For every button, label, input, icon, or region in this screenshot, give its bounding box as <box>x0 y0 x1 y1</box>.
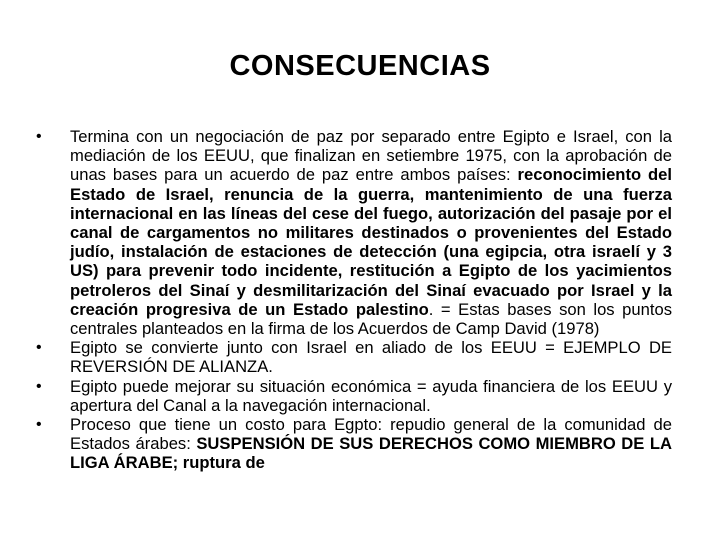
bullet-marker: • <box>36 416 42 434</box>
bullet-marker: • <box>36 339 42 357</box>
bullet-text-intro: Termina con un negociación de paz por separado entre Egipto e Israel, con la mediación de los EEUU, que finalizan en setiembre 1975, con la aprobación de unas bases para un acuerdo de paz entre ambos países: <box>70 127 672 185</box>
bullet-text-conclusion: . = Estas bases son los puntos centrales planteados en la firma de los Acuerdos de Camp David (1978) <box>70 299 672 339</box>
bullet-item-alliance-reversal <box>36 338 672 376</box>
bullet-marker: • <box>36 377 42 395</box>
bullet-text-bold-terms: reconocimiento del Estado de Israel, renuncia de la guerra, mantenimiento de una fuerza internacional en las líneas del cese del fuego, autorización del pasaje por el canal de cargamentos no militares destinados o provenientes del Estado judío, instalación de estaciones de detección (una egipcia, otra israelí y 3 US) para prevenir todo incidente, restitución a Egipto de los yacimientos petroleros del Sinaí y desmilitarización del Sinaí evacuado por Israel y la creación progresiva de un Estado palestino <box>70 165 673 319</box>
bullet-text-intro: Proceso que tiene un costo para Egpto: repudio general de la comunidad de Estados árabes: <box>70 415 672 454</box>
bullet-text: Egipto se convierte junto con Israel en aliado de los EEUU = EJEMPLO DE REVERSIÓN DE ALIANZA. <box>70 338 672 377</box>
bullet-text-bold-suspension: SUSPENSIÓN DE SUS DERECHOS COMO MIEMBRO DE LA LIGA ÁRABE; ruptura de <box>70 434 672 473</box>
bullet-item-economic-situation <box>36 377 672 415</box>
bullet-list <box>36 127 672 473</box>
bullet-item-peace-negotiation <box>36 127 672 338</box>
slide-title: CONSECUENCIAS <box>229 50 491 82</box>
bullet-marker: • <box>36 128 42 145</box>
bullet-text: Egipto puede mejorar su situación económica = ayuda financiera de los EEUU y apertura del Canal a la navegación internacional. <box>70 376 672 415</box>
bullet-item-cost-for-egypt <box>36 415 672 473</box>
